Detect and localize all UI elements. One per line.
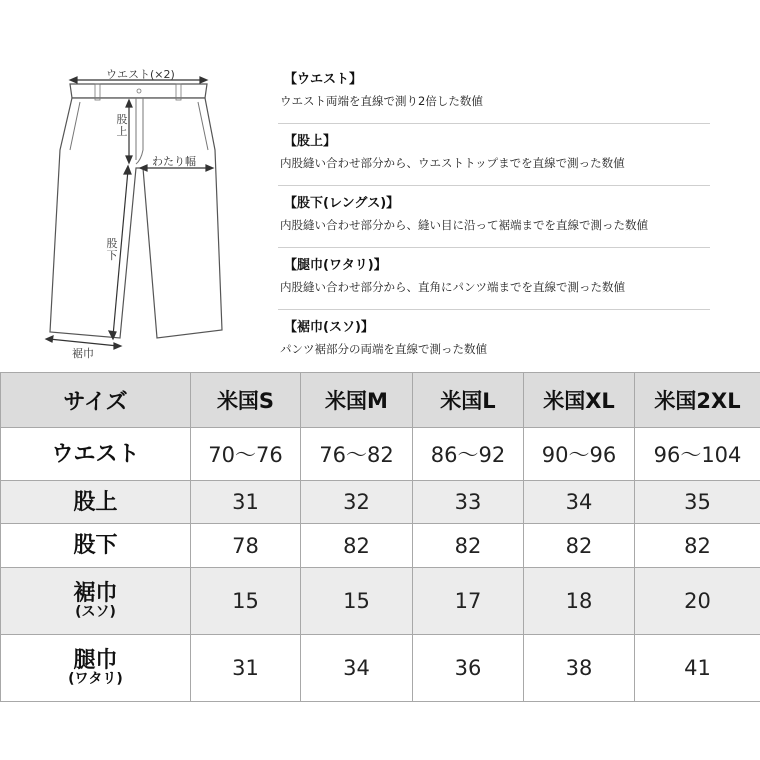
definition-thigh <box>278 248 710 310</box>
table-cell: 82 <box>635 524 760 567</box>
table-cell: 15 <box>191 567 301 634</box>
definition-hem <box>278 310 710 372</box>
header-us-s: 米国S <box>191 373 301 428</box>
row-label <box>1 428 191 481</box>
table-cell: 82 <box>524 524 635 567</box>
definition-text: 内股縫い合わせ部分から、縫い目に沿って裾端までを直線で測った数値 <box>280 218 648 232</box>
table-cell: 70～76 <box>191 428 301 481</box>
definition-waist <box>278 62 710 124</box>
pants-illustration <box>0 0 270 370</box>
table-row-thigh <box>1 634 760 701</box>
table-cell: 86～92 <box>413 428 524 481</box>
table-cell: 32 <box>301 481 413 524</box>
row-label-text: 裾巾 <box>73 580 118 606</box>
table-cell: 34 <box>301 634 413 701</box>
definition-title: 【股下(レングス)】 <box>284 196 400 211</box>
table-cell: 31 <box>191 481 301 524</box>
table-row-waist <box>1 428 760 481</box>
inseam-measure-label: 股下 <box>106 237 118 262</box>
definition-text: ウエスト両端を直線で測り2倍した数値 <box>280 94 483 108</box>
table-cell: 82 <box>413 524 524 567</box>
thigh-measure-label: わたり幅 <box>152 155 196 168</box>
header-us-xl: 米国XL <box>524 373 635 428</box>
hem-measure-label: 裾巾 <box>72 347 94 360</box>
header-us-2xl: 米国2XL <box>635 373 760 428</box>
table-cell: 35 <box>635 481 760 524</box>
table-cell: 78 <box>191 524 301 567</box>
definition-text: パンツ裾部分の両端を直線で測った数値 <box>280 342 487 356</box>
header-size: サイズ <box>1 373 191 428</box>
table-cell: 96～104 <box>635 428 760 481</box>
row-label-text: 股下 <box>73 533 118 559</box>
table-cell: 17 <box>413 567 524 634</box>
definition-title: 【腿巾(ワタリ)】 <box>284 258 387 273</box>
row-label <box>1 524 191 567</box>
row-label <box>1 567 191 634</box>
table-cell: 31 <box>191 634 301 701</box>
table-row-inseam <box>1 524 760 567</box>
row-label <box>1 481 191 524</box>
definition-inseam <box>278 186 710 248</box>
definition-text: 内股縫い合わせ部分から、直角にパンツ端までを直線で測った数値 <box>280 280 625 294</box>
table-cell: 82 <box>301 524 413 567</box>
row-label-sub: (スソ) <box>75 603 116 620</box>
table-cell: 33 <box>413 481 524 524</box>
definition-text: 内股縫い合わせ部分から、ウエストトップまでを直線で測った数値 <box>280 156 625 170</box>
rise-measure-label: 股上 <box>116 113 128 138</box>
definition-title: 【ウエスト】 <box>284 72 363 87</box>
row-label-text: 股上 <box>73 489 118 515</box>
table-cell: 18 <box>524 567 635 634</box>
row-label-text: ウエスト <box>51 441 140 467</box>
row-label-text: 腿巾 <box>73 647 118 673</box>
measurement-definitions <box>278 62 710 372</box>
table-cell: 38 <box>524 634 635 701</box>
size-chart-table <box>0 372 760 702</box>
table-cell: 15 <box>301 567 413 634</box>
row-label <box>1 634 191 701</box>
pants-diagram <box>0 0 270 370</box>
row-label-sub: (ワタリ) <box>68 670 123 687</box>
definition-rise <box>278 124 710 186</box>
table-cell: 20 <box>635 567 760 634</box>
table-header-row <box>1 373 760 428</box>
table-cell: 41 <box>635 634 760 701</box>
waist-measure-label: ウエスト(×2) <box>106 68 175 81</box>
table-cell: 90～96 <box>524 428 635 481</box>
header-us-m: 米国M <box>301 373 413 428</box>
table-cell: 36 <box>413 634 524 701</box>
table-row-hem <box>1 567 760 634</box>
definition-title: 【股上】 <box>284 134 337 149</box>
table-row-rise <box>1 481 760 524</box>
header-us-l: 米国L <box>413 373 524 428</box>
table-cell: 34 <box>524 481 635 524</box>
definition-title: 【裾巾(スソ)】 <box>284 320 374 335</box>
table-cell: 76～82 <box>301 428 413 481</box>
